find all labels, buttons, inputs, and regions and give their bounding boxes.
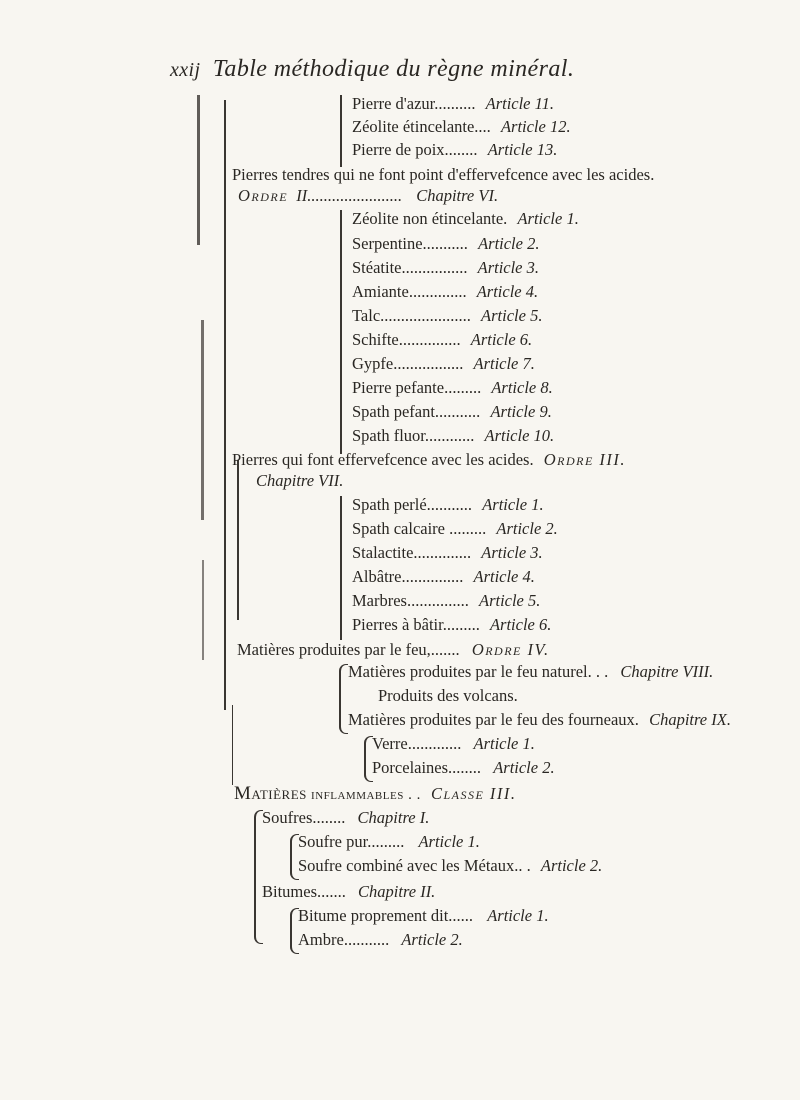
- entry-label: Amiante..............: [352, 282, 467, 301]
- bracket-line: [340, 95, 342, 167]
- entry-label: Porcelaines........: [372, 758, 482, 777]
- entry-line: [298, 906, 549, 926]
- entry-ref: Article 4.: [473, 567, 535, 586]
- entry-line: [352, 378, 553, 398]
- order-label: Ordre: [238, 186, 289, 205]
- section-heading: [237, 640, 550, 660]
- entry-label: Bitumes.......: [262, 882, 346, 901]
- entry-label: Soufre combiné avec les Métaux.. .: [298, 856, 531, 875]
- entry-ref: Article 2.: [401, 930, 463, 949]
- entry-line: [352, 567, 535, 587]
- entry-line: [352, 543, 543, 563]
- entry-ref: Article 5.: [478, 591, 541, 610]
- entry-ref: Article 10.: [484, 426, 555, 445]
- entry-line: [378, 686, 518, 706]
- entry-label: Pierre de poix........: [352, 140, 478, 159]
- bracket-line: [340, 210, 342, 454]
- entry-ref: Article 2.: [540, 856, 603, 875]
- class-heading: [234, 784, 517, 805]
- entry-ref: Article 1.: [517, 209, 579, 228]
- entry-line: [352, 426, 554, 446]
- entry-label: Spath pefant...........: [352, 402, 481, 421]
- order-line: [238, 186, 498, 206]
- section-heading: [232, 450, 626, 470]
- entry-line: [348, 710, 731, 730]
- section-text: Pierres qui font effervefcence avec les acides.: [232, 450, 534, 469]
- page-title: Table méthodique du règne minéral.: [212, 56, 575, 82]
- entry-line: [262, 808, 429, 828]
- entry-ref: Article 12.: [500, 117, 571, 136]
- inner-column-line: [237, 460, 239, 620]
- entry-line: [298, 930, 463, 950]
- entry-label: Stéatite................: [352, 258, 468, 277]
- entry-ref: Article 2.: [496, 519, 558, 538]
- entry-label: Matières produites par le feu des fourneaux.: [348, 710, 639, 729]
- entry-line: [298, 832, 480, 852]
- entry-label: Soufre pur.........: [298, 832, 405, 851]
- order-ref: Ordre III.: [543, 450, 627, 469]
- entry-label: Zéolite non étincelante.: [352, 209, 508, 228]
- entry-line: [352, 402, 552, 422]
- entry-ref: Article 6.: [489, 615, 552, 634]
- entry-label: Pierre pefante.........: [352, 378, 482, 397]
- page-number: xxij: [170, 59, 201, 81]
- brace: [339, 664, 348, 734]
- entry-line: [372, 758, 555, 778]
- chapter-ref: Chapitre IX.: [649, 710, 731, 729]
- entry-ref: Article 3.: [477, 258, 540, 277]
- entry-label: Matières produites par le feu naturel. . .: [348, 662, 609, 681]
- section-text: Pierres tendres qui ne font point d'effervefcence avec les acides.: [232, 165, 655, 184]
- entry-ref: Article 2.: [478, 234, 540, 253]
- lower-column-line: [232, 705, 233, 785]
- entry-label: Produits des volcans.: [378, 686, 518, 705]
- entry-ref: Article 6.: [470, 330, 533, 349]
- entry-label: Bitume proprement dit......: [298, 906, 474, 925]
- chapter-ref: Chapitre II.: [358, 882, 436, 901]
- entry-ref: Article 13.: [487, 140, 558, 159]
- entry-label: Marbres...............: [352, 591, 469, 610]
- entry-ref: Article 11.: [485, 94, 555, 113]
- entry-label: Albâtre...............: [352, 567, 464, 586]
- chapter-line: [256, 471, 343, 491]
- entry-ref: Article 2.: [493, 758, 555, 777]
- entry-ref: Article 5.: [481, 306, 543, 325]
- brace: [254, 810, 263, 944]
- order-number: II.......................: [296, 186, 403, 205]
- binding-edge-mark: [197, 95, 200, 245]
- binding-edge-mark: [202, 560, 204, 660]
- binding-edge-mark: [201, 320, 204, 520]
- bracket-line: [340, 496, 342, 640]
- entry-ref: Article 1.: [473, 734, 535, 753]
- entry-line: [352, 234, 539, 254]
- entry-label: Stalactite..............: [352, 543, 472, 562]
- class-ref: Classe III.: [430, 784, 517, 803]
- entry-label: Spath perlé...........: [352, 495, 473, 514]
- entry-label: Serpentine...........: [352, 234, 468, 253]
- chapter-ref: Chapitre VII.: [256, 471, 344, 490]
- entry-label: Talc......................: [352, 306, 471, 325]
- entry-ref: Article 9.: [490, 402, 552, 421]
- entry-label: Schifte...............: [352, 330, 461, 349]
- chapter-ref: Chapitre I.: [357, 808, 430, 827]
- order-ref: Ordre IV.: [471, 640, 550, 659]
- section-text: Matières produites par le feu,.......: [237, 640, 460, 659]
- entry-line: [352, 209, 579, 229]
- entry-label: Zéolite étincelante....: [352, 117, 491, 136]
- entry-line: [352, 330, 532, 350]
- entry-label: Spath fluor............: [352, 426, 475, 445]
- entry-ref: Article 1.: [487, 906, 549, 925]
- entry-line: [352, 117, 571, 137]
- outer-column-line: [224, 100, 226, 710]
- entry-line: [352, 495, 544, 515]
- entry-line: [352, 306, 542, 326]
- entry-ref: Article 3.: [481, 543, 543, 562]
- entry-line: [352, 94, 554, 114]
- entry-label: Pierres à bâtir.........: [352, 615, 480, 634]
- chapter-ref: Chapitre VI.: [416, 186, 499, 205]
- entry-label: Gypfe.................: [352, 354, 464, 373]
- entry-line: [298, 856, 602, 876]
- entry-label: Ambre...........: [298, 930, 390, 949]
- entry-line: [352, 591, 540, 611]
- entry-ref: Article 7.: [473, 354, 535, 373]
- entry-line: [348, 662, 713, 682]
- class-title-b: inflammables . .: [311, 787, 421, 803]
- entry-line: [372, 734, 535, 754]
- entry-line: [352, 615, 551, 635]
- class-title-a: Matières: [234, 783, 307, 804]
- entry-ref: Article 4.: [476, 282, 539, 301]
- entry-label: Spath calcaire .........: [352, 519, 487, 538]
- entry-line: [352, 354, 535, 374]
- entry-ref: Article 1.: [418, 832, 480, 851]
- entry-line: [352, 282, 538, 302]
- section-heading: [232, 165, 654, 185]
- running-header: [170, 56, 574, 83]
- entry-label: Soufres........: [262, 808, 346, 827]
- entry-ref: Article 8.: [491, 378, 553, 397]
- entry-line: [262, 882, 435, 902]
- entry-line: [352, 140, 557, 160]
- chapter-ref: Chapitre VIII.: [620, 662, 714, 681]
- entry-ref: Article 1.: [482, 495, 544, 514]
- entry-label: Pierre d'azur..........: [352, 94, 476, 113]
- entry-line: [352, 519, 558, 539]
- entry-line: [352, 258, 539, 278]
- entry-label: Verre.............: [372, 734, 462, 753]
